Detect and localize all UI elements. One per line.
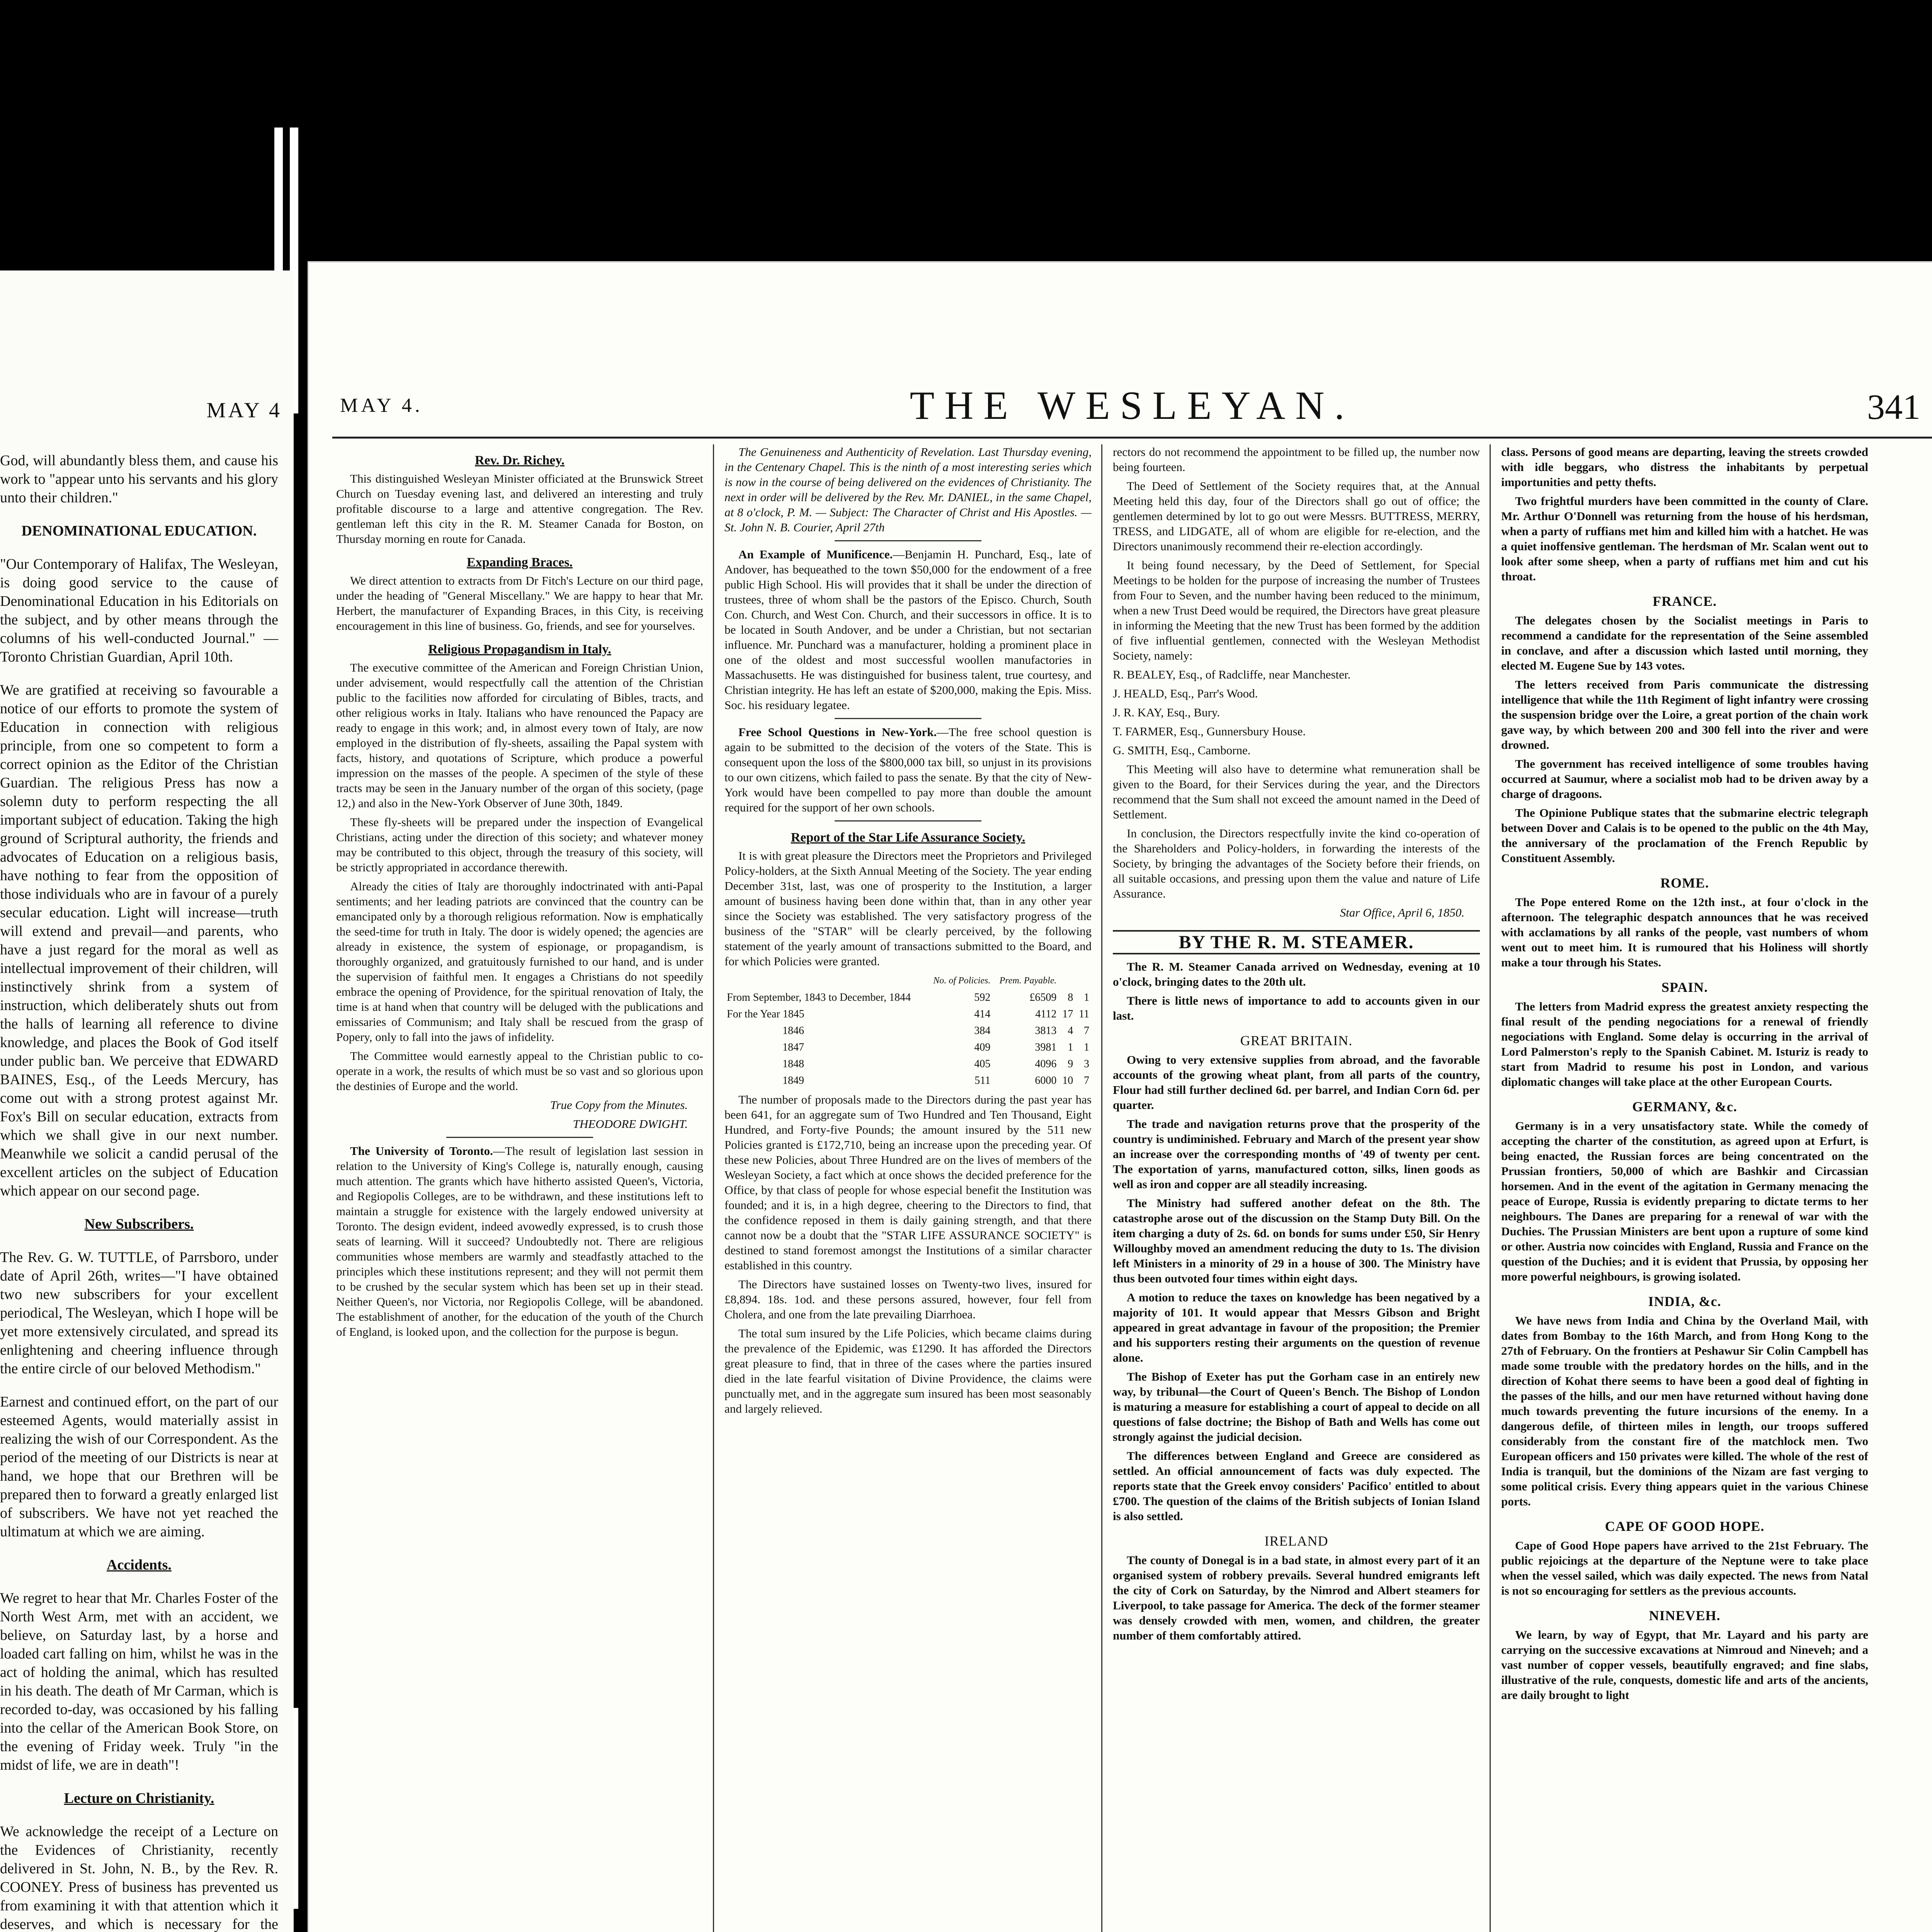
paragraph: We learn, by way of Egypt, that Mr. Layard and his party are carrying on the successive excavations at Nimroud and Nineveh; and a vast number of copper vessels, beautifully engraved; and fine slabs, illustrative of the rule, conquests, domestic life and arts of the ancients, are daily brought to light — [1501, 1628, 1868, 1702]
table-cell: From September, 1843 to December, 1844 — [727, 992, 911, 1003]
paragraph: The executive committee of the American and Foreign Christian Union, under advisement, would respectfully call the attention of the Christian public to the facilities now afforded for circulating of Bibles, tracts, and other religious works in Italy. Italians who have renounced the Papacy are ready to engage in this work; and, in almost every town of Italy, are now employed in the distribution of fly-sheets, assailing the Papal system with facts, history, and quotations of Scripture, which produce a powerful impression on the masses of the people. A specimen of the style of these tracts may be seen in the January number of the organ of this society, (page 12,) and also in the New-York Observer of June 30th, 1849. — [336, 661, 703, 810]
paragraph: The differences between England and Greece are considered as settled. An official announcement of facts was duly expected. The reports state that the Greek envoy considers' Pacifico' entitled to about £700. The question of the claims of the British subjects of Ionian Island is also settled. — [1113, 1449, 1480, 1523]
heading-steamer-news: BY THE R. M. STEAMER. — [1113, 930, 1480, 954]
divider — [446, 1137, 593, 1138]
heading-nineveh: NINEVEH. — [1649, 1608, 1721, 1623]
paragraph: These fly-sheets will be prepared under the inspection of Evangelical Christians, acting under the direction of this society; and whatever money may be contributed to this object, through the treasury of this society, will be strictly appropriated in accordance therewith. — [336, 815, 703, 874]
trustee-item: G. SMITH, Esq., Camborne. — [1113, 743, 1251, 757]
paragraph: The Directors have sustained losses on Twenty-two lives, insured for £8,894. 18s. 1od. and these persons assured, however, four fell from Cholera, and one from the late prevailing Diarrhoea. — [724, 1277, 1092, 1321]
table-cell: 384 — [974, 1025, 991, 1037]
heading-india: INDIA, &c. — [1648, 1294, 1721, 1309]
table-cell: 3813 — [1035, 1025, 1057, 1037]
paragraph: The Genuineness and Authenticity of Revelation. Last Thursday evening, in the Centenary Chapel. This is the ninth of a most interesting series which is now in the course of being delivered on the evidences of Christianity. The next in order will be delivered by the Rev. Mr. DANIEL, in the same Chapel, at 8 o'clock, P. M. — Subject: The Character of Christ and His Apostles. — St. John N. B. Courier, April 27th — [724, 445, 1092, 534]
left-page — [0, 270, 294, 1932]
inline-heading-toronto: The University of Toronto. — [350, 1144, 493, 1158]
paragraph: The R. M. Steamer Canada arrived on Wednesday, evening at 10 o'clock, bringing dates to the 20th ult. — [1113, 960, 1480, 988]
paragraph — [724, 547, 1092, 713]
paragraph: The Rev. G. W. TUTTLE, of Parrsboro, under date of April 26th, writes—"I have obtained two new subscribers for your excellent periodical, The Wesleyan, which I hope will be yet more extensively circulated, and spread its enlightening and cheering influence through the entire circle of our beloved Methodism." — [0, 1249, 278, 1377]
paragraph: It is with great pleasure the Directors meet the Proprietors and Privileged Policy-holders, at the Sixth Annual Meeting of the Society. The year ending December 31st, last, was one of prosperity to the Institution, a larger amount of business having been done within that, than in any other year since the Society was established. The very satisfactory progress of the business of the "STAR" will be clearly perceived, by the following statement of the yearly amount of transactions submitted to the Board, and for which Policies were granted. — [724, 849, 1092, 968]
left-page-header: MAY 4 — [206, 398, 282, 422]
paragraph: It being found necessary, by the Deed of Settlement, for Special Meetings to be holden for the purpose of increasing the number of Trustees from Four to Seven, and the number having been reduced to the minimum, when a new Trust Deed would be required, the Directors have great pleasure in informing the Meeting that the new Trust has been formed by the addition of five influential gentlemen, connected with the Wesleyan Methodist Society, namely: — [1113, 558, 1480, 662]
inline-heading-munificence: An Example of Munificence. — [738, 548, 893, 561]
table-cell: 1 — [1084, 1041, 1089, 1053]
table-cell: 1847 — [782, 1041, 804, 1053]
paragraph: The Ministry had suffered another defeat on the 8th. The catastrophe arose out of the discussion on the Stamp Duty Bill. On the item charging a duty of 2s. 6d. on bonds for sums under £50, Sir Henry Willoughby moved an amendment reducing the duty to 1s. The division left Ministers in a minority of 29 in a house of 300. The Ministry have thus been outvoted four times within eight days. — [1113, 1196, 1480, 1285]
table-cell: 3981 — [1035, 1041, 1057, 1053]
paragraph: The Opinione Publique states that the submarine electric telegraph between Dover and Calais is to be opened to the public on the 4th May, the anniversary of the proclamation of the French Republic by Constituent Assembly. — [1501, 806, 1868, 865]
paragraph: This distinguished Wesleyan Minister officiated at the Brunswick Street Church on Tuesday evening last, and delivered an interesting and truly profitable discourse to a large and attentive congregation. The Rev. gentleman left this city in the R. M. Steamer Canada for Boston, on Thursday morning en route for Canada. — [336, 472, 703, 546]
table-cell: 405 — [974, 1058, 991, 1070]
paragraph: We direct attention to extracts from Dr Fitch's Lecture on our third page, under the heading of "General Miscellany." We are happy to hear that Mr. Herbert, the manufacturer of Expanding Braces, in this City, is receiving encouragement in this line of business. Go, friends, and see for yourselves. — [336, 574, 703, 633]
paragraph-text: —The free school question is again to be submitted to the decision of the voters of the State. This is consequent upon the loss of the $800,000 tax bill, so unjust in its provisions to our own citizens, which failed to pass the senate. By that the city of New-York would have been compelled to pay more than double the amount required for the support of her own schools. — [724, 725, 1092, 814]
paragraph: There is little news of importance to add to accounts given in our last. — [1113, 994, 1480, 1022]
paragraph: This Meeting will also have to determine what remuneration shall be given to the Board, for their Services during the year, and the Directors recommend that the Sum shall not exceed the amount named in the Deed of Settlement. — [1113, 762, 1480, 821]
heading-italy: Religious Propagandism in Italy. — [428, 642, 611, 656]
table-row — [724, 989, 1092, 1006]
signature-line: Star Office, April 6, 1850. — [1340, 906, 1464, 919]
table-cell: 414 — [974, 1008, 991, 1020]
table-row — [724, 1039, 1092, 1056]
trustee-item: R. BEALEY, Esq., of Radcliffe, near Manchester. — [1113, 668, 1351, 681]
paragraph: The Pope entered Rome on the 12th inst., at four o'clock in the afternoon. The telegraphic despatch announces that he was received with acclamations by all ranks of the people, vast numbers of whom went out to meet him. It is rumoured that his Holiness will shortly make a tour through his States. — [1501, 895, 1868, 969]
table-row — [724, 1056, 1092, 1072]
table-cell: 1846 — [782, 1025, 804, 1037]
right-page — [309, 263, 1932, 1932]
paragraph: The number of proposals made to the Directors during the past year has been 641, for an aggregate sum of Two Hundred and Ten Thousand, Eight Hundred, and Forty-five Pounds; the amount insured by the 511 new Policies granted is £172,710, being an increase upon the preceding year. Of these new Policies, about Three Hundred are on the lives of members of the Wesleyan Society, a fact which at once shows the decided preference for the Office, by that class of people for whose especial benefit the Institution was founded; and it is, in a high degree, cheering to the Directors to find, that the confidence reposed in them is daily gaining strength, and that there cannot now be a doubt that the "STAR LIFE ASSURANCE SOCIETY" is destined to stand foremost amongst the Institutions of a similar character established in this country. — [724, 1093, 1092, 1272]
heading-star-life: Report of the Star Life Assurance Society. — [791, 830, 1026, 845]
table-cell: 4096 — [1035, 1058, 1057, 1070]
paragraph: God, will abundantly bless them, and cause his work to "appear unto his servants and his glory unto their children." — [0, 452, 278, 506]
paragraph-text: —Benjamin H. Punchard, Esq., late of Andover, has bequeathed to the town $50,000 for the endowment of a free public High School. His will provides that it shall be under the direction of trustees, three of whom shall be the pastors of the Episco. Church, South Con. Church, and West Con. Church, and their successors in office. It is to be located in South Andover, and be under a Christian, but not sectarian influence. Mr. Punchard was a manufacturer, holding a prominent place in one of the oldest and most successful woollen manufactories in Massachusetts. He was distinguished for business talent, true courtesy, and Christian integrity. He has left an estate of $200,000, making the Epis. Miss. Soc. his residuary legatee. — [724, 548, 1092, 712]
heading-rome: ROME. — [1660, 875, 1709, 891]
issue-date: MAY 4. — [340, 395, 423, 417]
paragraph: The letters from Madrid express the greatest anxiety respecting the final result of the pending negociations for a renewal of friendly negociations with England. Some delay is occurring in the arrival of Lord Palmerston's reply to the Spanish Cabinet. M. Isturiz is ready to start from Madrid to resume his post in London, and various diplomatic changes will take place at the other European Courts. — [1501, 1000, 1868, 1088]
heading-cape: CAPE OF GOOD HOPE. — [1605, 1519, 1765, 1534]
column-2 — [724, 444, 1092, 1932]
paragraph: Earnest and continued effort, on the part of our esteemed Agents, would materially assist in realizing the wish of our Correspondent. As the period of the meeting of our Districts is near at hand, we hope that our Brethren will be prepared then to forward a greatly enlarged list of subscribers. We have not yet reached the ultimatum at which we are aiming. — [0, 1394, 278, 1540]
column-3 — [1113, 444, 1480, 1932]
heading-spain: SPAIN. — [1661, 980, 1708, 995]
column-1 — [336, 444, 703, 1932]
table-cell: 1849 — [782, 1075, 804, 1087]
divider — [835, 718, 981, 719]
paragraph: The trade and navigation returns prove that the prosperity of the country is undiminished. February and March of the present year show an increase over the corresponding months of '49 of twenty per cent. The exportation of yarns, manufactured cotton, silks, linen goods as well as iron and copper are all steadily increasing. — [1113, 1117, 1480, 1191]
newspaper-title: THE WESLEYAN. — [910, 383, 1355, 428]
table-header-row — [724, 973, 1092, 989]
table-header: Prem. Payable. — [999, 976, 1057, 986]
paragraph: We acknowledge the receipt of a Lecture on the Evidences of Christianity, recently delivered in St. John, N. B., by the Rev. R. COONEY. Press of business has prevented us from examining it with that attention which it deserves, and which is necessary for the — [0, 1823, 278, 1932]
column-separator — [1490, 444, 1491, 1932]
left-page-column — [0, 437, 278, 1932]
signature-name: THEODORE DWIGHT. — [573, 1117, 688, 1131]
paragraph: class. Persons of good means are departing, leaving the streets crowded with idle beggars, who distress the inhabitants by perpetual importunities and petty thefts. — [1501, 445, 1868, 489]
table-cell: 8 — [1068, 992, 1073, 1003]
paragraph: Cape of Good Hope papers have arrived to the 21st February. The public rejoicings at the departure of the Neptune were to take place when the vessel sailed, which was daily expected. The news from Natal is not so encouraging for settlers as the previous accounts. — [1501, 1539, 1868, 1597]
heading-france: FRANCE. — [1653, 594, 1717, 609]
paragraph: The county of Donegal is in a bad state, in almost every part of it an organised system of robbery prevails. Several hundred emigrants left the city of Cork on Saturday, by the Nimrod and Albert steamers for Liverpool, to take passage for America. The deck of the former steamer was densely crowded with men, women, and children, the greater number of them comfortably attired. — [1113, 1553, 1480, 1642]
section-heading: Lecture on Christianity. — [64, 1790, 214, 1806]
divider — [835, 820, 981, 821]
trustee-item: J. HEALD, Esq., Parr's Wood. — [1113, 687, 1258, 700]
paragraph: The total sum insured by the Life Policies, which became claims during the prevalence of the Epidemic, was £1290. It has afforded the Directors great pleasure to find, that in three of the cases where the parties insured died in the late fearful visitation of Divine Providence, the claims were punctually met, and in the aggregate sum insured has been most seasonably and largely relieved. — [724, 1327, 1092, 1415]
table-cell: 7 — [1084, 1025, 1089, 1037]
table-header: No. of Policies. — [933, 976, 991, 986]
paragraph: We are gratified at receiving so favourable a notice of our efforts to promote the system of Education in connection with religious principle, from one so competent to form a correct opinion as the Editor of the Christian Guardian. The religious Press has now a solemn duty to perform respecting the all important subject of education. Taking the high ground of Scriptural authority, the friends and advocates of Education on a religious basis, have nothing to fear from the opposition of those individuals who are in favour of a purely secular education. Light will increase—truth will extend and prevail—and parents, who have a just regard for the moral as well as intellectual improvement of their children, will instinctively shrink from a system of instruction, which deliberately shuts out from the halls of learning all reference to divine knowledge, and places the Book of God itself under public ban. We perceive that EDWARD BAINES, Esq., of the Leeds Mercury, has come out with a strong protest against Mr. Fox's Bill on secular education, extracts from which we shall give in our next number. Meanwhile we solicit a candid perusal of the excellent articles on the subject of Education which appear on our second page. — [0, 682, 278, 1199]
paragraph: A motion to reduce the taxes on knowledge has been negatived by a majority of 101. It would appear that Messrs Gibson and Bright appeared in great advantage in favour of the proposition; the Premier and his supporters resting their arguments on the question of revenue alone. — [1113, 1291, 1480, 1364]
paragraph: The government has received intelligence of some troubles having occurred at Saumur, where a socialist mob had to be driven away by a charge of dragoons. — [1501, 757, 1868, 801]
table-header — [724, 973, 927, 989]
table-cell: 3 — [1084, 1058, 1089, 1070]
table-cell: 4 — [1068, 1025, 1073, 1037]
section-heading: Accidents. — [107, 1557, 172, 1573]
table-row — [724, 1006, 1092, 1022]
table-cell: 11 — [1079, 1008, 1089, 1020]
table-row — [724, 1072, 1092, 1089]
table-cell: 409 — [974, 1041, 991, 1053]
table-cell: 10 — [1062, 1075, 1073, 1087]
column-separator — [1101, 444, 1102, 1932]
table-cell: 511 — [975, 1075, 991, 1087]
trustee-item: T. FARMER, Esq., Gunnersbury House. — [1113, 724, 1306, 738]
paragraph — [336, 1143, 703, 1339]
table-cell: 1 — [1068, 1041, 1073, 1053]
table-row — [724, 1022, 1092, 1039]
table-cell: 7 — [1084, 1075, 1089, 1087]
heading-dr-richey: Rev. Dr. Richey. — [474, 453, 565, 468]
table-cell: 1 — [1084, 992, 1089, 1003]
paragraph: The delegates chosen by the Socialist meetings in Paris to recommend a candidate for the representation of the Seine assembled in conclave, and after a discussion which lasted until morning, they elected M. Eugene Sue by 143 votes. — [1501, 614, 1868, 672]
paragraph: Two frightful murders have been committed in the county of Clare. Mr. Arthur O'Donnell was returning from the house of his herdsman, when a party of ruffians met him and killed him with a hatchet. He was a quiet inoffensive gentleman. The herdsman of Mr. Scalan went out to look after some sheep, when a party of ruffians met him and cut his throat. — [1501, 494, 1868, 583]
column-separator — [713, 444, 714, 1932]
paragraph-text: —The result of legislation last session in relation to the University of King's College is, naturally enough, causing much attention. The grants which have hitherto assisted Queen's, Victoria, and Regiopolis Colleges, are to be withdrawn, and these institutions left to maintain a struggle for existence with the largely endowed university at Toronto. The design evident, indeed avowedly expressed, is to crush those seats of learning. Will it succeed? Undoubtedly not. There are religious communities whose members are warmly and steadfastly attached to the principles which these institutions represent; and they will not permit them to be crushed by the secular system which has been set up in their stead. Neither Queen's, nor Victoria, nor Regiopolis College, will be abandoned. The establishment of another, for the education of the youth of the Church of England, is looked upon, and the collection for the purpose is begun. — [336, 1144, 703, 1338]
signature-line: True Copy from the Minutes. — [550, 1098, 688, 1112]
trustee-item: J. R. KAY, Esq., Bury. — [1113, 706, 1220, 719]
table-cell: 1848 — [782, 1058, 804, 1070]
paragraph: rectors do not recommend the appointment to be filled up, the number now being fourteen. — [1113, 445, 1480, 474]
page-number: 341 — [1867, 387, 1920, 427]
table-cell: 6000 — [1035, 1075, 1057, 1087]
table-cell: 17 — [1062, 1008, 1073, 1020]
paragraph: We have news from India and China by the Overland Mail, with dates from Bombay to the 16th March, and from Hong Kong to the 27th of February. On the frontiers at Peshawur Sir Colin Campbell has made some trouble with the predatory hordes on the hills, and in the direction of Kohat there seems to have been a good deal of fighting in the passes of the hills, and our men have returned without having done much towards preventing the future incursions of the enemy. In a dangerous defile, of thirteen miles in length, our troops suffered considerably from the constant fire of the matchlock men. Two European officers and 150 privates were killed. The whole of the rest of India is tranquil, but the dominions of the Nizam are fast verging to some political crisis. Every thing appears quiet in the various Chinese ports. — [1501, 1314, 1868, 1508]
table-cell: 592 — [974, 992, 991, 1003]
masthead-rule — [332, 437, 1932, 439]
table-cell: For the Year 1845 — [727, 1008, 804, 1020]
paragraph: Owing to very extensive supplies from abroad, and the favorable accounts of the growing wheat plant, from all parts of the country, Flour had still further declined 6d. per barrel, and Indian Corn 6d. per quarter. — [1113, 1053, 1480, 1112]
column-4 — [1501, 444, 1868, 1932]
paragraph — [724, 724, 1092, 815]
section-heading: New Subscribers. — [84, 1216, 194, 1232]
heading-great-britain: GREAT BRITAIN. — [1240, 1033, 1353, 1048]
paragraph: In conclusion, the Directors respectfully invite the kind co-operation of the Shareholders and Policy-holders, in forwarding the interests of the Society, by bringing the advantages of the Society before their friends, on all suitable occasions, and pressing upon them the value and nature of Life Assurance. — [1113, 827, 1480, 900]
divider — [835, 540, 981, 541]
heading-germany: GERMANY, &c. — [1632, 1099, 1737, 1114]
paragraph: The Committee would earnestly appeal to the Christian public to co-operate in a work, the results of which must be so vast and so glorious upon the destinies of Europe and the world. — [336, 1049, 703, 1093]
paragraph: We regret to hear that Mr. Charles Foster of the North West Arm, met with an accident, we believe, on Saturday last, by a horse and loaded cart falling on him, whilst he was in the act of holding the animal, which has resulted in his death. The death of Mr Carman, which is recorded to-day, was occasioned by his falling into the cellar of the American Book Store, on the evening of Friday week. Truly "in the midst of life, we are in death"! — [0, 1590, 278, 1773]
heading-expanding-braces: Expanding Braces. — [467, 555, 573, 570]
paragraph: "Our Contemporary of Halifax, The Wesleyan, is doing good service to the cause of Denominational Education in his Editorials on the subject, and by other means through the columns of his well-conducted Journal." — Toronto Christian Guardian, April 10th. — [0, 556, 278, 665]
policies-table — [724, 973, 1092, 1089]
masthead — [309, 379, 1932, 437]
table-cell: £6509 — [1029, 992, 1057, 1003]
table-cell: 9 — [1068, 1058, 1073, 1070]
paragraph: The Deed of Settlement of the Society requires that, at the Annual Meeting held this day, four of the Directors shall go out of office; the gentlemen determined by lot to go out were Messrs. BUTTRESS, MERRY, TRESS, and LIDGATE, all of whom are eligible for re-election, and the Directors unanimously recommend their re-election accordingly. — [1113, 479, 1480, 553]
paragraph: Already the cities of Italy are thoroughly indoctrinated with anti-Papal sentiments; and her leading patriots are convinced that the country can be emancipated only by a thorough religious reformation. Now is emphatically the seed-time for truth in Italy. The door is widely opened; the agencies are already in existence, the system of espionage, or propagandism, is thoroughly organized, and gratuitously furnished to our hand, and is under the supervision of faithful men. It engages a Christians do not speedily embrace the opening of Providence, for the spiritual renovation of Italy, the time is at hand when that country will be deluged with the publications and emissaries of Communism; and Italy shall be rescued from the grasp of Popery, only to fall into the jaws of infidelity. — [336, 879, 703, 1044]
paragraph: Germany is in a very unsatisfactory state. While the comedy of accepting the charter of the constitution, as agreed upon at Erfurt, is being enacted, the Russian forces are being concentrated on the Prussian frontiers, 50,000 of which are Bashkir and Circassian horsemen. And in the event of the agitation in Germany menacing the peace of Europe, Russia is evidently preparing to dictate terms to her neighbours. The Danes are preparing for a renewal of war with the Duchies. The Prussian Ministers are bent upon a rupture of some kind or other. Austria now coincides with England, Russia and France on the question of the Duchies; and it is evident that Prussia, by opposing her more powerful neighbours, is growing isolated. — [1501, 1119, 1868, 1283]
heading-ireland: IRELAND — [1264, 1533, 1328, 1549]
paragraph: The letters received from Paris communicate the distressing intelligence that while the 11th Regiment of light infantry were crossing the suspension bridge over the Loire, a great portion of the chain work gave way, by which between 200 and 300 fell into the river and were drowned. — [1501, 678, 1868, 752]
section-heading: DENOMINATIONAL EDUCATION. — [21, 523, 257, 539]
table-cell: 4112 — [1035, 1008, 1057, 1020]
inline-heading-free-school: Free School Questions in New-York. — [738, 725, 937, 739]
table-header — [1059, 973, 1075, 989]
table-header — [1075, 973, 1092, 989]
paragraph: The Bishop of Exeter has put the Gorham case in an entirely new way, by tribunal—the Court of Queen's Bench. The Bishop of London is maturing a measure for establishing a court of appeal to decide on all questions of false doctrine; the Bishop of Bath and Wells has come out strongly against the judicial decision. — [1113, 1370, 1480, 1444]
